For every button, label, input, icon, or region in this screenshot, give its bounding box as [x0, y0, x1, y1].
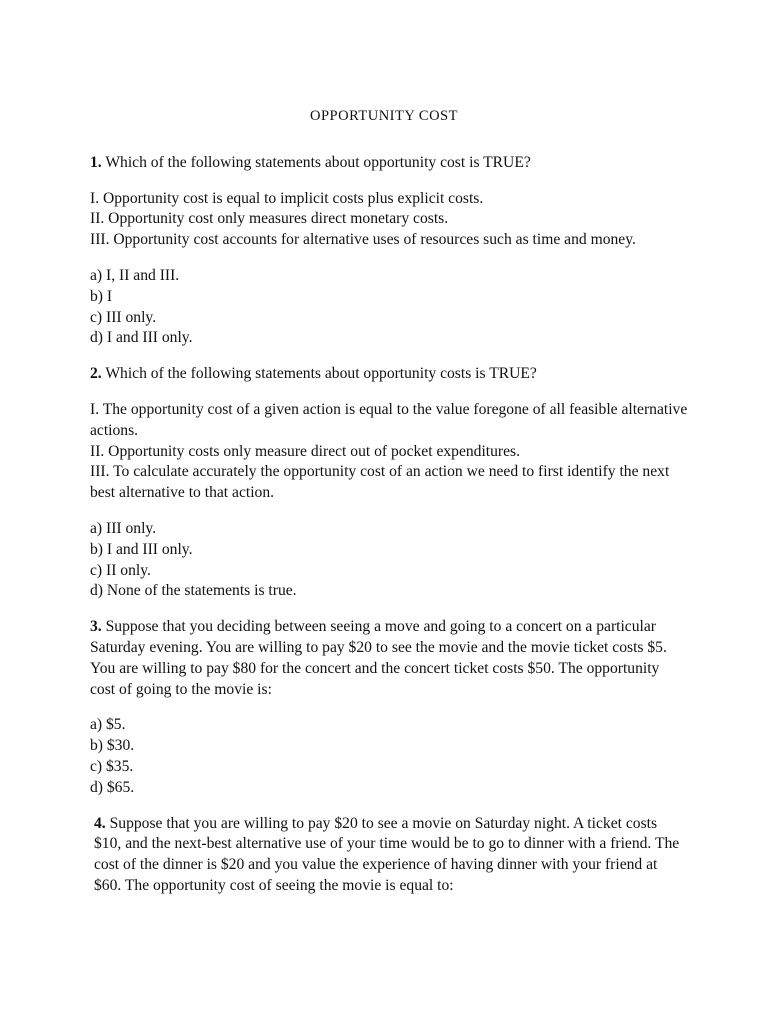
- statement-item: I. The opportunity cost of a given action is equal to the value foregone of all feasible alternative actions.: [90, 400, 688, 439]
- question-number: 3.: [90, 618, 102, 636]
- answer-options: [90, 519, 688, 602]
- answer-options: [90, 715, 688, 798]
- statement-item: I. Opportunity cost is equal to implicit costs plus explicit costs.: [90, 189, 484, 207]
- answer-option: c) II only.: [90, 561, 151, 579]
- question-1: [90, 153, 688, 349]
- answer-option: b) I: [90, 287, 113, 305]
- document-title: OPPORTUNITY COST: [310, 108, 458, 124]
- question-stem: [90, 153, 688, 174]
- question-stem: [90, 364, 688, 385]
- question-2: [90, 364, 688, 602]
- statement-item: III. To calculate accurately the opportunity cost of an action we need to first identify the next best alternative to that action.: [90, 463, 670, 502]
- question-text: Suppose that you deciding between seeing a move and going to a concert on a particular Saturday evening. You are willing to pay $20 to see the movie and the movie ticket costs $5. You are willing to pay $80 for the concert and the concert ticket costs $50. The opportunity cost of going to the movie is:: [90, 618, 667, 698]
- answer-option: c) $35.: [90, 757, 134, 775]
- question-3: [90, 617, 688, 798]
- question-stem: [90, 814, 688, 897]
- answer-option: d) I and III only.: [90, 329, 193, 347]
- answer-option: a) III only.: [90, 519, 157, 537]
- answer-option: d) None of the statements is true.: [90, 582, 297, 600]
- question-stem: [90, 617, 688, 700]
- statement-item: II. Opportunity costs only measure direct out of pocket expenditures.: [90, 442, 521, 460]
- answer-option: a) $5.: [90, 716, 126, 734]
- statement-item: II. Opportunity cost only measures direct monetary costs.: [90, 210, 449, 228]
- answer-option: c) III only.: [90, 308, 157, 326]
- question-number: 4.: [94, 814, 106, 832]
- answer-option: a) I, II and III.: [90, 266, 180, 284]
- statement-list: [90, 189, 688, 251]
- question-text: Suppose that you are willing to pay $20 to see a movie on Saturday night. A ticket costs $10, and the next-best alternative use of your time would be to go to dinner with a friend. The cost of the dinner is $20 and you value the experience of having dinner with your friend at $60. The opportunity cost of seeing the movie is equal to:: [94, 814, 680, 894]
- question-number: 2.: [90, 365, 102, 383]
- answer-options: [90, 266, 688, 349]
- answer-option: b) $30.: [90, 737, 135, 755]
- question-text: Which of the following statements about opportunity costs is TRUE?: [101, 365, 537, 383]
- question-4: [90, 814, 688, 897]
- question-number: 1.: [90, 153, 102, 171]
- answer-option: b) I and III only.: [90, 540, 193, 558]
- answer-option: d) $65.: [90, 778, 135, 796]
- statement-item: III. Opportunity cost accounts for alternative uses of resources such as time and money.: [90, 231, 636, 249]
- question-text: Which of the following statements about opportunity cost is TRUE?: [101, 153, 531, 171]
- statement-list: [90, 400, 688, 504]
